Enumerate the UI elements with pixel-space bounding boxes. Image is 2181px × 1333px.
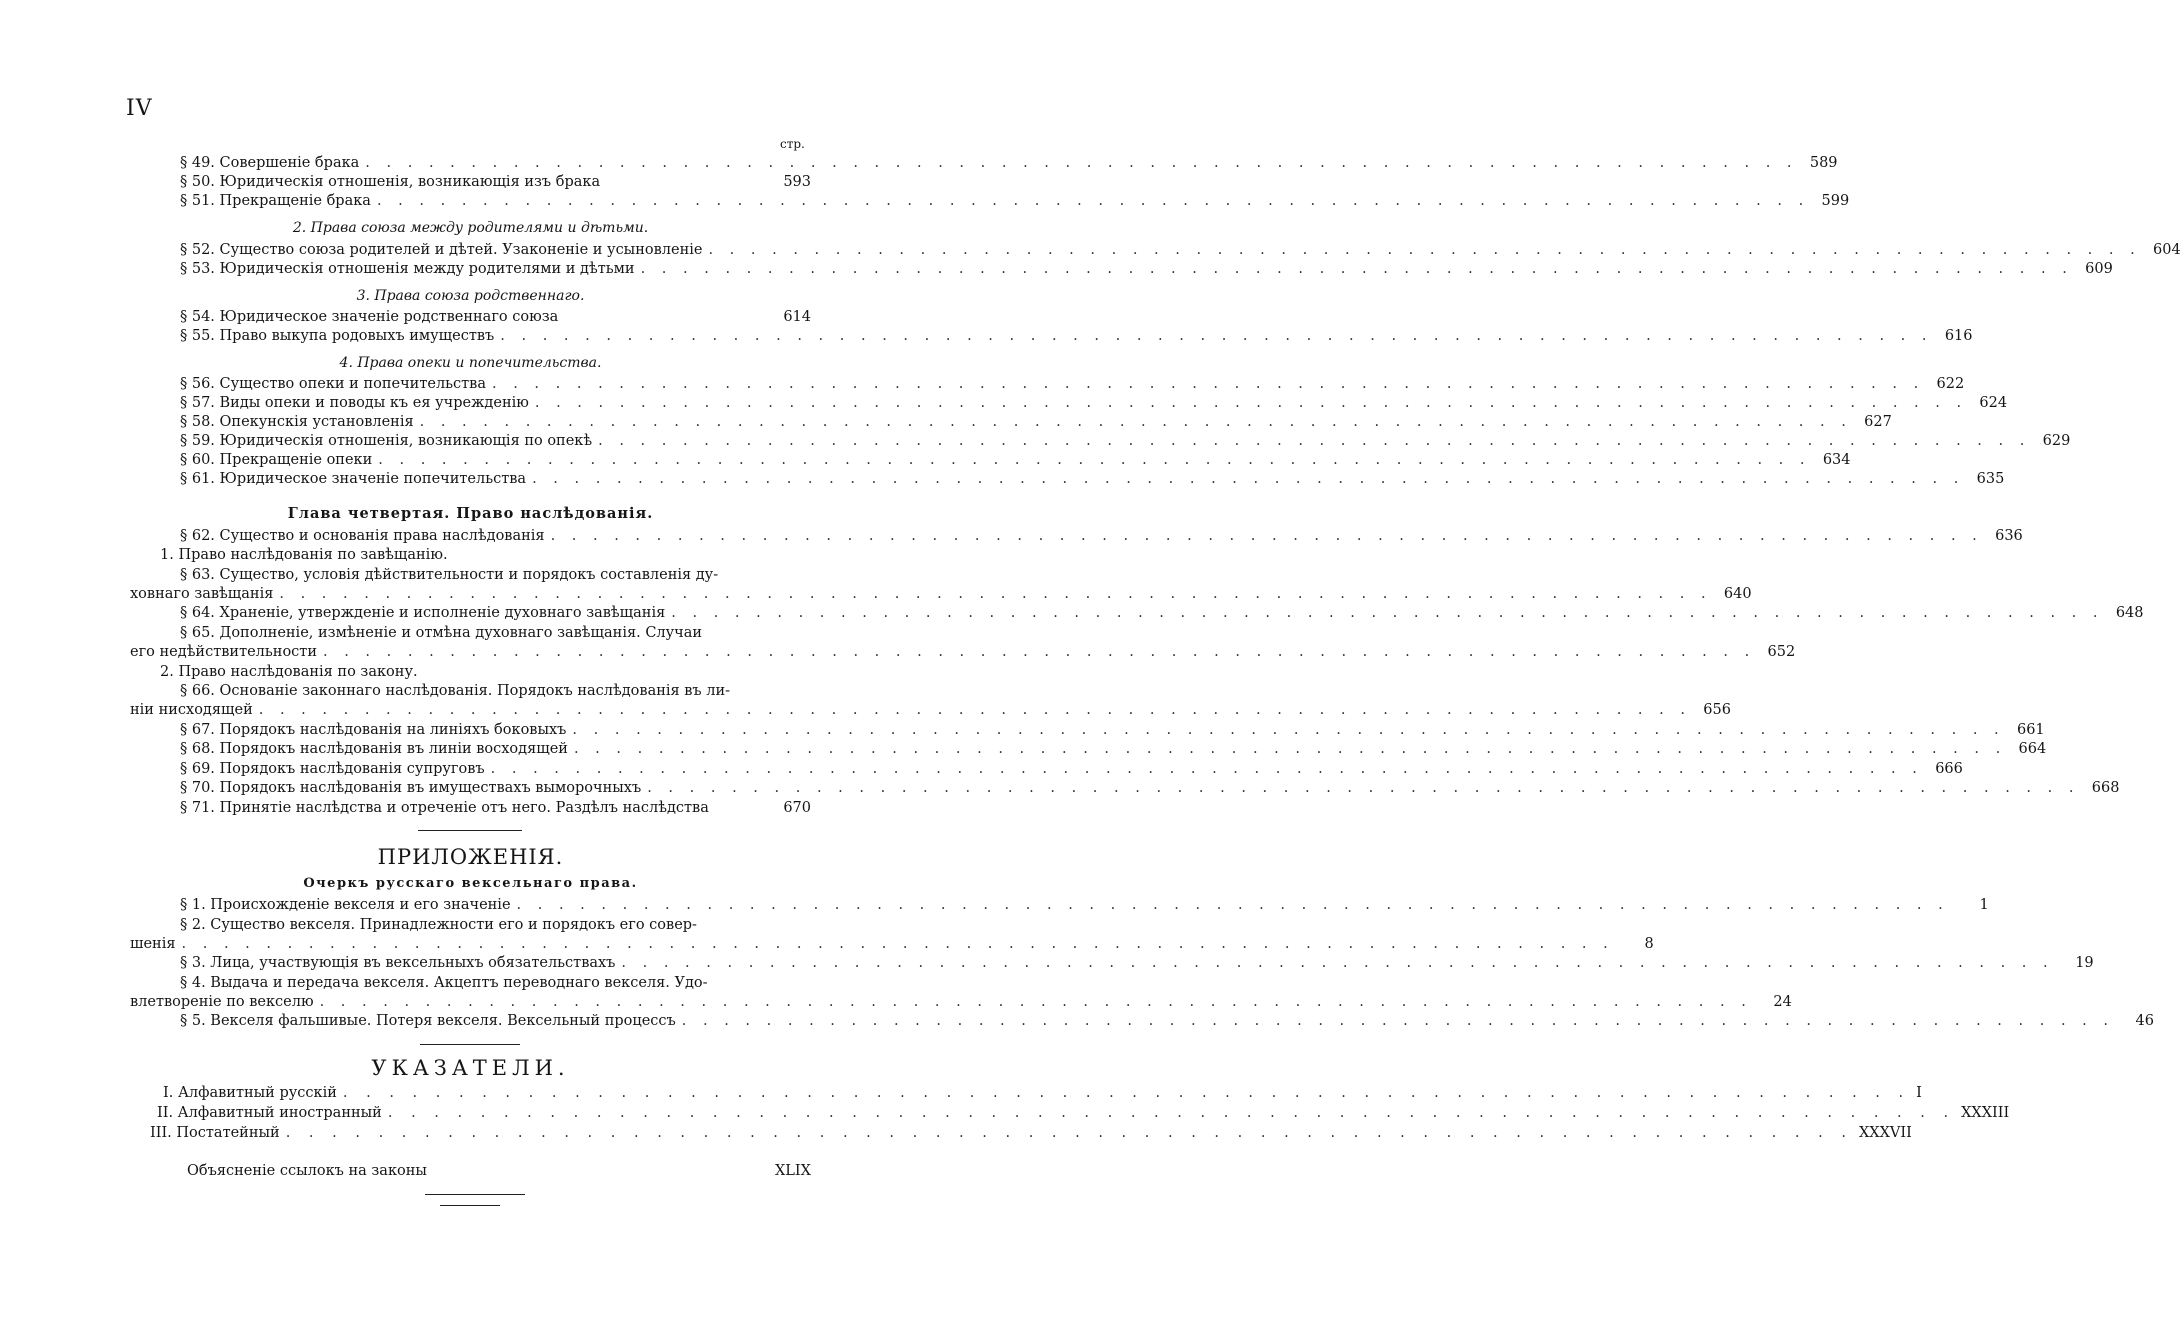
toc-entry bbox=[180, 433, 2071, 452]
entry-page: 636 bbox=[1995, 528, 2023, 544]
entry-page: 664 bbox=[2018, 741, 2047, 757]
entry-title: § 61. Юридическое значеніе попечительства bbox=[180, 471, 527, 487]
leader-dots: . . . . . . . . . . . . . . . . . . . . . . . . . . . . . . . . . . . . . . . . . . . . . . . . . . . . . . . . . . . . . . . . . . . . bbox=[322, 644, 1756, 660]
section-heading: 2. Права союза между родителями и дѣтьми. bbox=[292, 220, 649, 236]
toc-entry bbox=[180, 897, 1989, 916]
entry-title: ховнаго завѣщанія bbox=[130, 586, 274, 602]
entry-title: § 60. Прекращеніе опеки bbox=[180, 452, 373, 468]
leader-dots: . . . . . . . . . . . . . . . . . . . . . . . . . . . . . . . . . . . . . . . . . . . . . . . . . . . . . . . . . . . . . . . . . . . . bbox=[181, 936, 1614, 952]
entry-title-line: § 66. Основаніе законнаго наслѣдованія. Порядокъ наслѣдованія въ ли- bbox=[180, 683, 731, 699]
entry-title: шенія bbox=[130, 936, 176, 952]
leader-dots: . . . . . . . . . . . . . . . . . . . . . . . . . . . . . . . . . . . . . . . . . . . . . . . . . . . . . . . . . . . . . . . . . . . . bbox=[647, 780, 2080, 796]
toc-entry bbox=[180, 528, 2023, 547]
entry-page: 635 bbox=[1976, 471, 2005, 487]
toc-entry bbox=[180, 471, 2005, 490]
entry-page: 46 bbox=[2135, 1013, 2154, 1029]
entry-title: § 57. Виды опеки и поводы къ ея учрежденію bbox=[180, 395, 529, 411]
entry-title-line: § 4. Выдача и передача векселя. Акцептъ переводнаго векселя. Удо- bbox=[180, 975, 708, 991]
section-heading: 3. Права союза родственнаго. bbox=[356, 288, 585, 304]
subsection-heading: 1. Право наслѣдованія по завѣщанію. bbox=[160, 547, 448, 563]
leader-dots: . . . . . . . . . . . . . . . . . . . . . . . . . . . . . . . . . . . . . . . . . . . . . . . . . . . . . . . . . . . . . . . . . . . . bbox=[419, 414, 1852, 430]
toc-entry bbox=[130, 936, 1654, 955]
toc-entry bbox=[180, 414, 1892, 433]
entry-title: § 1. Происхожденіе векселя и его значеніе bbox=[180, 897, 511, 913]
entry-title: § 49. Совершеніе брака bbox=[180, 155, 360, 171]
leader-dots: . . . . . . . . . . . . . . . . . . . . . . . . . . . . . . . . . . . . . . . . . . . . . . . . . . . . . . . . . . . . . . . . . . . . bbox=[572, 722, 2005, 738]
leader-dots: . . . . . . . . . . . . . . . . . . . . . . . . . . . . . . . . . . . . . . . . . . . . . . . . . . . . . . . . . . . . . . . . . . . . bbox=[285, 1125, 1853, 1141]
entry-title-line: § 2. Существо векселя. Принадлежности его и порядокъ его совер- bbox=[180, 917, 697, 933]
divider-rule bbox=[440, 1205, 500, 1206]
entry-title: § 51. Прекращеніе брака bbox=[180, 193, 371, 209]
entry-page: 593 bbox=[783, 174, 811, 190]
leader-dots: . . . . . . . . . . . . . . . . . . . . . . . . . . . . . . . . . . . . . . . . . . . . . . . . . . . . . . . . . . . . . . . . . . . . bbox=[279, 586, 1712, 602]
entry-title: ніи нисходящей bbox=[130, 702, 253, 718]
entry-title: III. Постатейный bbox=[150, 1125, 280, 1141]
entry-page: 670 bbox=[783, 800, 811, 816]
entry-page: 622 bbox=[1936, 376, 1965, 392]
subsection-heading: 2. Право наслѣдованія по закону. bbox=[160, 664, 418, 680]
entry-page: 1 bbox=[1979, 897, 1989, 913]
entry-title: § 53. Юридическія отношенія между родителями и дѣтьми bbox=[180, 261, 635, 277]
toc-entry bbox=[130, 586, 1752, 605]
entry-page: 614 bbox=[783, 309, 811, 325]
appendix-title: ПРИЛОЖЕНІЯ. bbox=[377, 845, 564, 869]
entry-title: влетвореніе по векселю bbox=[130, 994, 314, 1010]
appendix-subtitle: Очеркъ русскаго вексельнаго права. bbox=[303, 876, 638, 891]
index-entry bbox=[150, 1125, 1912, 1144]
entry-page: 599 bbox=[1821, 193, 1850, 209]
entry-title: § 71. Принятіе наслѣдства и отреченіе отъ него. Раздѣлъ наслѣдства bbox=[180, 800, 709, 816]
toc-entry bbox=[180, 722, 2045, 741]
entry-page: XXXIII bbox=[1961, 1105, 2010, 1121]
indexes-title: УКАЗАТЕЛИ. bbox=[371, 1056, 570, 1080]
toc-entry bbox=[180, 309, 811, 328]
entry-title: § 55. Право выкупа родовыхъ имуществъ bbox=[180, 328, 495, 344]
entry-title: его недѣйствительности bbox=[130, 644, 317, 660]
leader-dots: . . . . . . . . . . . . . . . . . . . . . . . . . . . . . . . . . . . . . . . . . . . . . . . . . . . . . . . . . . . . . . . . . . . . bbox=[671, 605, 2104, 621]
entry-title: § 69. Порядокъ наслѣдованія супруговъ bbox=[180, 761, 485, 777]
leader-dots: . . . . . . . . . . . . . . . . . . . . . . . . . . . . . . . . . . . . . . . . . . . . . . . . . . . . . . . . . . . . . . . . . . . . bbox=[376, 193, 1810, 209]
entry-page: 24 bbox=[1773, 994, 1792, 1010]
toc-entry bbox=[130, 644, 1796, 663]
entry-page: 629 bbox=[2042, 433, 2071, 449]
toc-entry bbox=[180, 155, 1838, 174]
divider-rule bbox=[425, 1194, 525, 1195]
leader-dots: . . . . . . . . . . . . . . . . . . . . . . . . . . . . . . . . . . . . . . . . . . . . . . . . . . . . . . . . . . . . . . . . . . . . bbox=[621, 955, 2054, 971]
toc-entry bbox=[130, 994, 1792, 1013]
leader-dots: . . . . . . . . . . . . . . . . . . . . . . . . . . . . . . . . . . . . . . . . . . . . . . . . . . . . . . . . . . . . . . . . . . . . bbox=[365, 155, 1798, 171]
entry-page: I bbox=[1916, 1085, 1922, 1101]
entry-title: § 52. Существо союза родителей и дѣтей. Узаконеніе и усыновленіе bbox=[180, 242, 703, 258]
chapter-title: Глава четвертая. Право наслѣдованія. bbox=[287, 505, 654, 522]
entry-page: 624 bbox=[1979, 395, 2008, 411]
entry-title: § 68. Порядокъ наслѣдованія въ линіи восходящей bbox=[180, 741, 568, 757]
entry-title: § 54. Юридическое значеніе родственнаго союза bbox=[180, 309, 559, 325]
entry-title: I. Алфавитный русскій bbox=[163, 1085, 337, 1101]
entry-page: 589 bbox=[1809, 155, 1838, 171]
entry-page: 634 bbox=[1822, 452, 1851, 468]
leader-dots: . . . . . . . . . . . . . . . . . . . . . . . . . . . . . . . . . . . . . . . . . . . . . . . . . . . . . . . . . . . . . . . . . . . . bbox=[500, 328, 1933, 344]
entry-title: § 56. Существо опеки и попечительства bbox=[180, 376, 486, 392]
entry-page: 609 bbox=[2085, 261, 2113, 277]
entry-page: 627 bbox=[1864, 414, 1892, 430]
entry-page: 661 bbox=[2016, 722, 2045, 738]
leader-dots: . . . . . . . . . . . . . . . . . . . . . . . . . . . . . . . . . . . . . . . . . . . . . . . . . . . . . . . . . . . . . . . . . . . . bbox=[387, 1105, 1956, 1121]
toc-entry bbox=[180, 193, 1850, 212]
entry-page: 666 bbox=[1935, 761, 1963, 777]
entry-page: 640 bbox=[1723, 586, 1752, 602]
entry-title: Объясненіе ссылокъ на законы bbox=[187, 1163, 427, 1179]
leader-dots: . . . . . . . . . . . . . . . . . . . . . . . . . . . . . . . . . . . . . . . . . . . . . . . . . . . . . . . . . . . . . . . . . . . . bbox=[573, 741, 2007, 757]
entry-page: 648 bbox=[2115, 605, 2144, 621]
leader-dots: . . . . . . . . . . . . . . . . . . . . . . . . . . . . . . . . . . . . . . . . . . . . . . . . . . . . . . . . . . . . . . . . . . . . bbox=[516, 897, 1949, 913]
toc-entry bbox=[180, 395, 2008, 414]
toc-entry bbox=[180, 605, 2144, 624]
toc-entry bbox=[180, 261, 2113, 280]
entry-page: 668 bbox=[2091, 780, 2120, 796]
toc-entry bbox=[180, 761, 1963, 780]
divider-rule bbox=[420, 1044, 520, 1045]
entry-title: § 59. Юридическія отношенія, возникающія по опекѣ bbox=[180, 433, 593, 449]
page-column-label: стр. bbox=[780, 137, 805, 151]
entry-page: XXXVII bbox=[1858, 1125, 1912, 1141]
entry-title: § 58. Опекунскія установленія bbox=[180, 414, 414, 430]
page-number: IV bbox=[126, 96, 153, 121]
entry-page: 616 bbox=[1944, 328, 1973, 344]
divider-rule bbox=[418, 830, 522, 831]
entry-title: § 50. Юридическія отношенія, возникающія изъ брака bbox=[180, 174, 601, 190]
toc-entry bbox=[180, 242, 2181, 261]
leader-dots: . . . . . . . . . . . . . . . . . . . . . . . . . . . . . . . . . . . . . . . . . . . . . . . . . . . . . . . . . . . . . . . . . . . . bbox=[490, 761, 1923, 777]
leader-dots: . . . . . . . . . . . . . . . . . . . . . . . . . . . . . . . . . . . . . . . . . . . . . . . . . . . . . . . . . . . . . . . . . . . . bbox=[681, 1013, 2114, 1029]
entry-title: § 62. Существо и основанія права наслѣдованія bbox=[180, 528, 545, 544]
leader-dots: . . . . . . . . . . . . . . . . . . . . . . . . . . . . . . . . . . . . . . . . . . . . . . . . . . . . . . . . . . . . . . . . . . . . bbox=[378, 452, 1811, 468]
toc-entry bbox=[180, 741, 2047, 760]
leader-dots: . . . . . . . . . . . . . . . . . . . . . . . . . . . . . . . . . . . . . . . . . . . . . . . . . . . . . . . . . . . . . . . . . . . . bbox=[319, 994, 1752, 1010]
entry-page: 652 bbox=[1767, 644, 1796, 660]
entry-title: § 67. Порядокъ наслѣдованія на линіяхъ боковыхъ bbox=[180, 722, 567, 738]
leader-dots: . . . . . . . . . . . . . . . . . . . . . . . . . . . . . . . . . . . . . . . . . . . . . . . . . . . . . . . . . . . . . . . . . . . . bbox=[342, 1085, 1911, 1101]
toc-entry bbox=[180, 800, 811, 819]
entry-title: § 5. Векселя фальшивые. Потеря векселя. Вексельный процессъ bbox=[180, 1013, 676, 1029]
leader-dots: . . . . . . . . . . . . . . . . . . . . . . . . . . . . . . . . . . . . . . . . . . . . . . . . . . . . . . . . . . . . . . . . . . . . bbox=[708, 242, 2141, 258]
toc-entry bbox=[180, 174, 811, 193]
entry-title: § 70. Порядокъ наслѣдованія въ имуществахъ выморочныхъ bbox=[180, 780, 642, 796]
entry-title: II. Алфавитный иностранный bbox=[157, 1105, 382, 1121]
leader-dots: . . . . . . . . . . . . . . . . . . . . . . . . . . . . . . . . . . . . . . . . . . . . . . . . . . . . . . . . . . . . . . . . . . . . bbox=[258, 702, 1691, 718]
section-heading: 4. Права опеки и попечительства. bbox=[339, 355, 602, 371]
entry-title-line: § 63. Существо, условія дѣйствительности и порядокъ составленія ду- bbox=[180, 567, 719, 583]
entry-page: 604 bbox=[2153, 242, 2181, 258]
entry-title-line: § 65. Дополненіе, измѣненіе и отмѣна духовнаго завѣщанія. Случаи bbox=[180, 625, 703, 641]
leader-dots: . . . . . . . . . . . . . . . . . . . . . . . . . . . . . . . . . . . . . . . . . . . . . . . . . . . . . . . . . . . . . . . . . . . . bbox=[534, 395, 1968, 411]
leader-dots: . . . . . . . . . . . . . . . . . . . . . . . . . . . . . . . . . . . . . . . . . . . . . . . . . . . . . . . . . . . . . . . . . . . . bbox=[532, 471, 1965, 487]
leader-dots: . . . . . . . . . . . . . . . . . . . . . . . . . . . . . . . . . . . . . . . . . . . . . . . . . . . . . . . . . . . . . . . . . . . . bbox=[550, 528, 1983, 544]
toc-entry bbox=[180, 328, 1973, 347]
entry-title: § 3. Лица, участвующія въ вексельныхъ обязательствахъ bbox=[180, 955, 616, 971]
entry-page: XLIX bbox=[774, 1163, 811, 1179]
index-entry bbox=[157, 1105, 2010, 1124]
toc-entry bbox=[180, 955, 2094, 974]
toc-entry bbox=[180, 1013, 2154, 1032]
entry-page: 19 bbox=[2075, 955, 2094, 971]
leader-dots: . . . . . . . . . . . . . . . . . . . . . . . . . . . . . . . . . . . . . . . . . . . . . . . . . . . . . . . . . . . . . . . . . . . . bbox=[598, 433, 2031, 449]
leader-dots: . . . . . . . . . . . . . . . . . . . . . . . . . . . . . . . . . . . . . . . . . . . . . . . . . . . . . . . . . . . . . . . . . . . . bbox=[640, 261, 2073, 277]
toc-entry bbox=[180, 376, 1965, 395]
leader-dots: . . . . . . . . . . . . . . . . . . . . . . . . . . . . . . . . . . . . . . . . . . . . . . . . . . . . . . . . . . . . . . . . . . . . bbox=[492, 376, 1925, 392]
entry-title: § 64. Храненіе, утвержденіе и исполненіе духовнаго завѣщанія bbox=[180, 605, 666, 621]
toc-entry bbox=[130, 702, 1731, 721]
toc-entry bbox=[180, 780, 2120, 799]
index-entry bbox=[163, 1085, 1922, 1104]
entry-page: 8 bbox=[1644, 936, 1654, 952]
index-entry bbox=[187, 1163, 811, 1182]
entry-page: 656 bbox=[1703, 702, 1731, 718]
toc-entry bbox=[180, 452, 1851, 471]
